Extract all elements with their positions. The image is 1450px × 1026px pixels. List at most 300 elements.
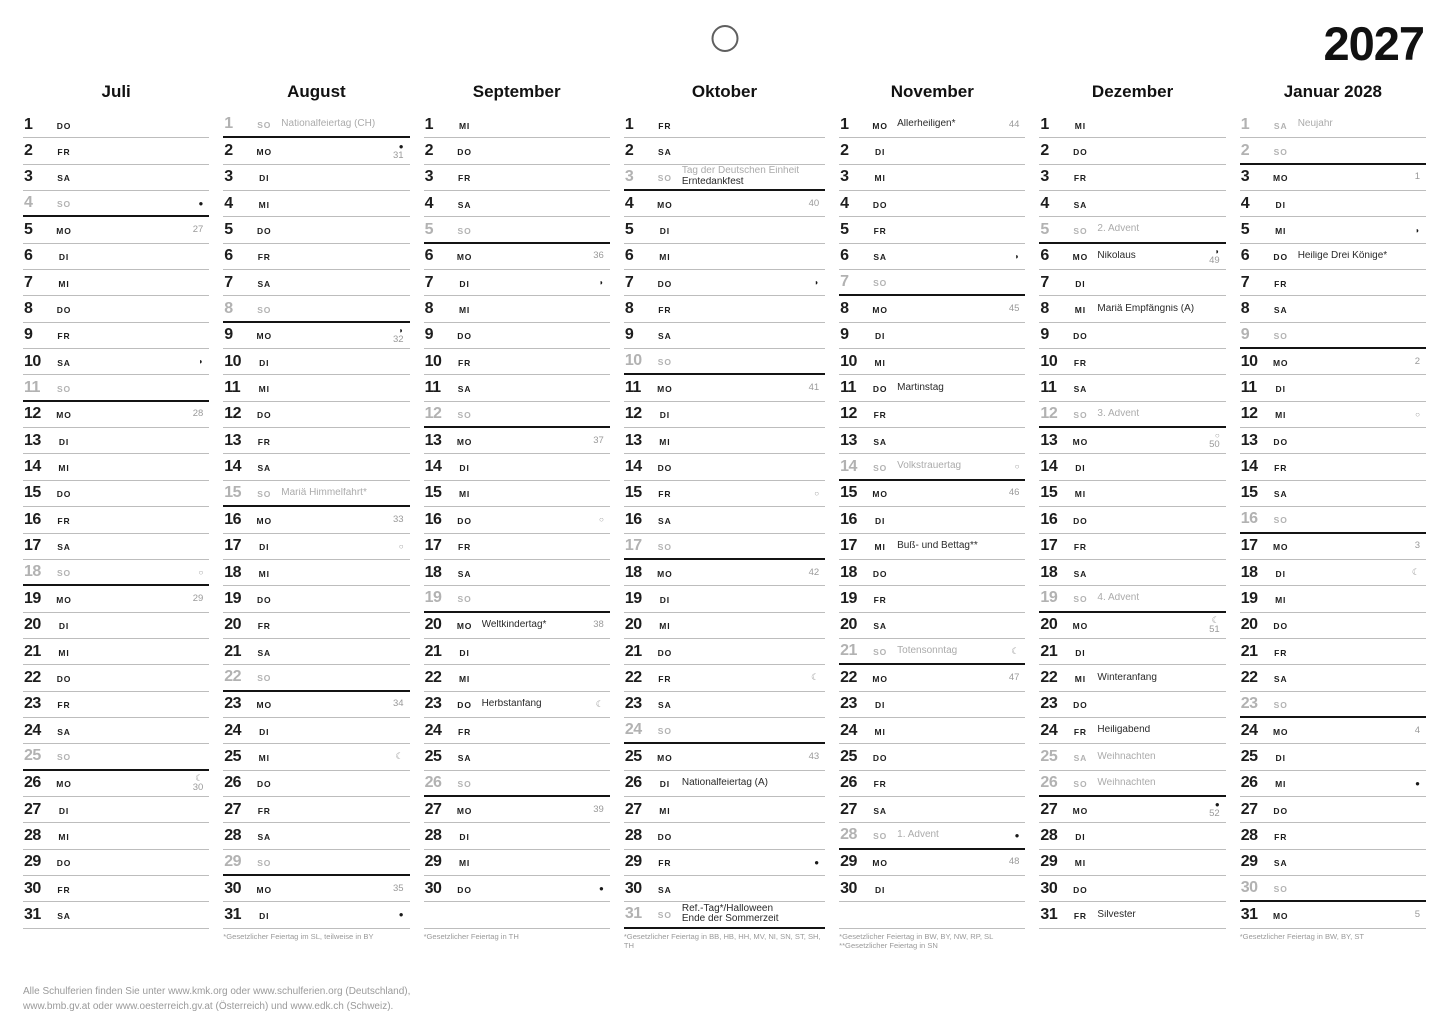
day-row <box>223 165 409 191</box>
day-number: 3 <box>424 168 433 186</box>
weekday-label: DI <box>1275 752 1286 763</box>
day-row <box>624 244 825 270</box>
day-row <box>424 323 610 349</box>
weekday-label: SA <box>658 515 672 526</box>
week-number: 38 <box>593 619 604 631</box>
day-meta <box>999 831 1025 840</box>
day-row <box>223 454 409 480</box>
weekday-label: FR <box>873 594 887 605</box>
weekday-label: DO <box>56 489 72 500</box>
day-meta <box>1200 616 1226 635</box>
day-number: 19 <box>224 589 242 607</box>
day-row <box>1039 244 1225 270</box>
weekday-label: MI <box>1074 673 1087 684</box>
weekday-label: DO <box>257 594 272 605</box>
weekday-label: FR <box>257 252 271 263</box>
day-number: 15 <box>624 484 642 502</box>
day-number: 13 <box>840 431 857 449</box>
holiday-line: Neujahr <box>1297 119 1333 130</box>
day-number: 1 <box>224 115 233 133</box>
day-number: 29 <box>24 853 41 871</box>
day-row <box>839 876 1025 902</box>
day-number: 9 <box>24 326 33 344</box>
weekday-label: MI <box>874 542 886 553</box>
day-row <box>1240 296 1426 322</box>
day-row <box>1039 665 1225 691</box>
day-row <box>624 560 825 586</box>
month-column-6 <box>1039 82 1225 951</box>
day-row <box>223 296 409 322</box>
weekday-label: SA <box>457 752 472 763</box>
day-meta <box>1400 910 1426 920</box>
day-row <box>1039 850 1225 876</box>
day-number: 29 <box>624 853 642 871</box>
footnote: *Gesetzlicher Feiertag in BW, BY, ST <box>1239 931 1365 941</box>
day-row <box>424 718 610 744</box>
day-row <box>424 823 610 849</box>
day-number: 10 <box>1240 352 1258 370</box>
day-row <box>223 244 409 270</box>
day-number: 13 <box>624 431 642 449</box>
moon-new-icon: ● <box>599 884 604 894</box>
day-meta <box>1400 726 1426 736</box>
day-meta <box>183 199 209 208</box>
day-number: 7 <box>1240 273 1250 291</box>
day-number: 26 <box>624 774 642 792</box>
day-number: 14 <box>840 457 857 475</box>
month-title: Dezember <box>1091 82 1174 101</box>
day-number: 20 <box>224 616 242 634</box>
day-number: 24 <box>840 721 857 739</box>
day-number: 24 <box>24 721 41 739</box>
weekday-label: DI <box>259 910 270 921</box>
holiday-text <box>677 904 799 925</box>
weekday-label: SA <box>1273 305 1288 316</box>
day-number: 22 <box>24 668 41 686</box>
day-number: 29 <box>424 853 442 871</box>
day-meta <box>1200 800 1226 819</box>
day-number: 11 <box>1040 379 1057 397</box>
weekday-label: SA <box>873 621 887 632</box>
holiday-text <box>477 620 584 631</box>
day-number: 4 <box>424 194 433 212</box>
weekday-label: SO <box>873 647 888 658</box>
holiday-line: 2. Advent <box>1097 224 1140 235</box>
day-row <box>424 639 610 665</box>
week-number: 51 <box>1209 623 1220 635</box>
day-number: 2 <box>24 142 33 160</box>
weekday-label: DI <box>659 779 670 790</box>
weekday-label: DI <box>1275 568 1286 579</box>
day-number: 27 <box>424 800 442 818</box>
month-title: Oktober <box>691 82 758 101</box>
day-number: 27 <box>24 800 41 818</box>
weekday-label: SA <box>57 173 71 184</box>
weekday-label: DO <box>457 147 472 158</box>
day-number: 17 <box>624 536 642 554</box>
day-number: 5 <box>624 221 634 239</box>
day-row <box>1240 902 1426 928</box>
day-row <box>1039 823 1225 849</box>
day-row <box>23 639 209 665</box>
day-row <box>424 165 610 191</box>
week-number: 5 <box>1414 908 1420 920</box>
day-number: 9 <box>624 326 634 344</box>
weekday-label: MI <box>258 384 270 395</box>
day-row <box>424 850 610 876</box>
day-number: 11 <box>624 379 641 397</box>
weekday-label: FR <box>1274 647 1288 658</box>
day-row <box>23 586 209 612</box>
holiday-text <box>892 461 999 472</box>
holiday-line: Weihnachten <box>1097 777 1156 788</box>
day-number: 3 <box>224 168 233 186</box>
day-row <box>1240 349 1426 375</box>
day-row <box>223 613 409 639</box>
month-column-2 <box>223 82 409 951</box>
weekday-label: MI <box>1275 410 1287 421</box>
holiday-line: Erntedankfest <box>681 176 744 187</box>
weekday-label: FR <box>57 884 71 895</box>
day-number: 31 <box>224 905 242 923</box>
day-number: 20 <box>1240 616 1258 634</box>
day-row <box>839 665 1025 691</box>
weekday-label: DO <box>457 700 472 711</box>
day-number: 22 <box>1240 668 1258 686</box>
day-row <box>223 560 409 586</box>
day-row <box>839 375 1025 401</box>
day-row <box>624 481 825 507</box>
month-days <box>23 112 209 929</box>
holiday-text <box>892 541 999 552</box>
day-number: 24 <box>224 721 242 739</box>
holiday-line: Ende der Sommerzeit <box>681 914 779 925</box>
weekday-label: SA <box>257 831 272 842</box>
day-row <box>1240 375 1426 401</box>
day-row <box>1039 191 1225 217</box>
day-number: 9 <box>224 326 233 344</box>
weekday-label: MI <box>258 199 270 210</box>
weekday-label: DI <box>874 147 886 158</box>
day-row <box>424 560 610 586</box>
day-row <box>424 191 610 217</box>
day-row <box>223 797 409 823</box>
day-row <box>223 507 409 533</box>
weekday-label: MI <box>1275 226 1287 237</box>
weekday-label: MI <box>258 568 270 579</box>
month-days <box>1240 112 1426 929</box>
week-number: 43 <box>808 750 820 762</box>
day-number: 11 <box>24 378 40 396</box>
day-number: 28 <box>424 826 442 844</box>
day-number: 12 <box>24 405 41 423</box>
day-meta <box>999 252 1025 261</box>
day-number: 18 <box>424 563 442 581</box>
day-number: 21 <box>1040 642 1058 660</box>
weekday-label: DO <box>657 831 673 842</box>
weekday-label: DI <box>459 647 470 658</box>
day-number: 28 <box>624 826 642 844</box>
weekday-label: FR <box>1073 542 1087 553</box>
weekday-label: SO <box>657 726 672 737</box>
weekday-label: SO <box>1273 515 1288 526</box>
day-number: 6 <box>1040 247 1049 265</box>
day-row <box>1240 270 1426 296</box>
day-row <box>1039 586 1225 612</box>
day-number: 21 <box>224 642 242 660</box>
day-meta <box>999 462 1025 471</box>
day-number: 20 <box>424 616 442 634</box>
day-meta <box>999 120 1025 130</box>
day-row <box>839 507 1025 533</box>
day-row <box>1240 560 1426 586</box>
weekday-label: DO <box>1073 515 1088 526</box>
weekday-label: DI <box>1075 647 1086 658</box>
day-row <box>624 507 825 533</box>
day-row <box>624 165 825 191</box>
day-number: 27 <box>624 800 642 818</box>
moon-last-icon: ☾ <box>195 772 204 783</box>
moon-full-icon: ○ <box>814 488 820 498</box>
month-days <box>624 112 825 929</box>
week-number: 37 <box>593 434 604 446</box>
weekday-label: SO <box>257 673 272 684</box>
day-row <box>424 138 610 164</box>
moon-new-icon: ● <box>398 910 404 920</box>
day-row <box>424 507 610 533</box>
day-row <box>1240 507 1426 533</box>
day-number: 16 <box>840 510 857 528</box>
day-meta <box>384 515 410 525</box>
day-meta <box>384 142 410 161</box>
weekday-label: MO <box>456 621 473 632</box>
weekday-label: SA <box>457 384 472 395</box>
holiday-text <box>1092 409 1199 420</box>
day-row <box>839 744 1025 770</box>
weekday-label: SO <box>1073 594 1088 605</box>
week-number: 39 <box>593 803 604 815</box>
weekday-label: FR <box>658 858 672 869</box>
day-number: 30 <box>24 879 41 897</box>
holiday-line: Ref.-Tag*/Halloween <box>681 903 774 914</box>
day-number: 30 <box>1240 879 1258 897</box>
day-number: 5 <box>840 221 849 239</box>
day-row <box>424 797 610 823</box>
day-number: 19 <box>840 589 857 607</box>
day-row <box>624 586 825 612</box>
weekday-label: DI <box>874 884 886 895</box>
day-row <box>624 665 825 691</box>
weekday-label: DO <box>1073 331 1088 342</box>
weekday-label: FR <box>257 436 271 447</box>
day-row <box>1039 481 1225 507</box>
weekday-label: FR <box>1073 726 1087 737</box>
day-number: 31 <box>624 905 642 923</box>
weekday-label: SA <box>1073 752 1088 763</box>
weekday-label: DI <box>874 331 886 342</box>
day-number: 7 <box>1040 273 1049 291</box>
weekday-label: MI <box>258 752 270 763</box>
day-number: 21 <box>424 642 442 660</box>
weekday-label: MO <box>456 436 473 447</box>
weekday-label: SA <box>1073 199 1088 210</box>
day-row <box>1039 138 1225 164</box>
holiday-line: Mariä Empfängnis (A) <box>1097 303 1195 314</box>
moon-full-icon: ○ <box>1014 462 1020 472</box>
weekday-label: DO <box>56 858 72 869</box>
day-meta <box>1400 568 1426 577</box>
week-number: 4 <box>1414 724 1420 736</box>
day-row <box>839 112 1025 138</box>
day-row <box>424 692 610 718</box>
day-number: 19 <box>24 589 41 607</box>
weekday-label: SA <box>873 436 887 447</box>
day-row <box>223 850 409 876</box>
holiday-text <box>1092 593 1199 604</box>
day-meta <box>384 884 410 894</box>
day-meta <box>584 436 610 446</box>
week-number: 34 <box>392 698 404 710</box>
weekday-label: MI <box>458 673 471 684</box>
weekday-label: DI <box>259 357 270 368</box>
day-meta <box>1400 410 1426 419</box>
day-number: 7 <box>424 273 433 291</box>
holiday-line: Buß- und Bettag** <box>897 540 978 551</box>
weekday-label: DI <box>259 542 270 553</box>
weekday-label: DI <box>659 594 670 605</box>
holiday-text <box>1092 224 1199 235</box>
day-row <box>1240 534 1426 560</box>
day-meta <box>799 199 825 209</box>
weekday-label: DO <box>457 515 472 526</box>
day-row <box>1039 454 1225 480</box>
weekday-label: FR <box>873 226 887 237</box>
day-number: 29 <box>840 853 857 871</box>
week-number: 31 <box>392 149 404 161</box>
day-number: 25 <box>840 747 857 765</box>
day-row <box>424 349 610 375</box>
day-number: 31 <box>1040 905 1058 923</box>
week-number: 50 <box>1209 439 1220 451</box>
day-row <box>23 665 209 691</box>
day-row <box>1039 165 1225 191</box>
weekday-label: SO <box>56 752 72 763</box>
day-row <box>1240 797 1426 823</box>
weekday-label: DI <box>1275 384 1286 395</box>
day-number: 14 <box>624 458 642 476</box>
weekday-label: SO <box>1273 146 1288 157</box>
day-number: 7 <box>840 273 849 291</box>
day-row <box>23 270 209 296</box>
moon-first-icon: ◗ <box>1415 225 1420 235</box>
day-number: 13 <box>424 431 442 449</box>
footer-note <box>23 985 410 1014</box>
day-meta <box>1400 357 1426 367</box>
holiday-line: Winteranfang <box>1097 672 1157 683</box>
day-number: 12 <box>840 405 857 423</box>
weekday-label: MO <box>657 568 673 579</box>
day-number: 26 <box>1240 774 1258 792</box>
day-number: 4 <box>1240 194 1250 212</box>
day-number: 17 <box>1040 537 1058 555</box>
weekday-label: DO <box>657 647 673 658</box>
weekday-label: MO <box>256 331 273 342</box>
weekday-label: MO <box>1272 357 1289 368</box>
day-row <box>1039 639 1225 665</box>
day-row <box>1039 876 1225 902</box>
day-row <box>624 112 825 138</box>
weekday-label: MI <box>659 252 671 263</box>
weekday-label: DI <box>1075 463 1086 474</box>
weekday-label: SO <box>457 225 472 236</box>
day-row <box>223 665 409 691</box>
week-number: 48 <box>1008 856 1020 868</box>
day-number: 8 <box>24 300 33 318</box>
day-number: 22 <box>1040 668 1058 686</box>
holiday-line: Heilige Drei Könige* <box>1297 251 1388 262</box>
day-row <box>223 270 409 296</box>
day-row <box>1039 402 1225 428</box>
day-number: 18 <box>1240 563 1258 581</box>
weekday-label: FR <box>457 726 472 737</box>
day-meta <box>799 383 825 393</box>
day-number: 2 <box>1240 141 1250 159</box>
weekday-label: MI <box>1275 779 1287 790</box>
weekday-label: MO <box>872 305 888 316</box>
day-number: 20 <box>1040 616 1058 634</box>
day-row <box>1240 138 1426 164</box>
day-row <box>23 613 209 639</box>
weekday-label: SA <box>658 147 672 158</box>
day-row <box>1039 902 1225 928</box>
day-number: 31 <box>1240 905 1258 923</box>
day-row <box>23 323 209 349</box>
day-number: 17 <box>24 537 41 555</box>
day-number: 27 <box>840 800 857 818</box>
day-row <box>624 850 825 876</box>
weekday-label: MO <box>872 673 888 684</box>
weekday-label: SO <box>257 304 272 315</box>
day-row <box>23 375 209 401</box>
day-meta <box>1400 779 1426 788</box>
day-number: 15 <box>840 484 857 502</box>
day-number: 6 <box>624 247 634 265</box>
day-number: 25 <box>1240 747 1258 765</box>
day-row <box>839 296 1025 322</box>
day-number: 28 <box>1240 826 1258 844</box>
day-row <box>1240 876 1426 902</box>
day-number: 24 <box>1240 721 1258 739</box>
day-meta <box>384 910 410 919</box>
day-row <box>23 718 209 744</box>
weekday-label: SA <box>1273 120 1288 131</box>
day-number: 25 <box>624 747 642 765</box>
day-meta <box>799 752 825 762</box>
weekday-label: FR <box>1073 910 1087 921</box>
day-number: 23 <box>840 695 857 713</box>
weekday-label: SA <box>873 252 887 263</box>
weekday-label: DO <box>872 199 888 210</box>
day-row <box>1039 744 1225 770</box>
day-row <box>1240 850 1426 876</box>
week-number: 41 <box>808 382 820 394</box>
day-number: 5 <box>224 221 233 239</box>
day-row <box>839 270 1025 296</box>
weekday-label: MI <box>1074 858 1087 869</box>
day-row <box>624 296 825 322</box>
moon-last-icon: ☾ <box>1011 645 1020 656</box>
weekday-label: MI <box>458 489 471 500</box>
